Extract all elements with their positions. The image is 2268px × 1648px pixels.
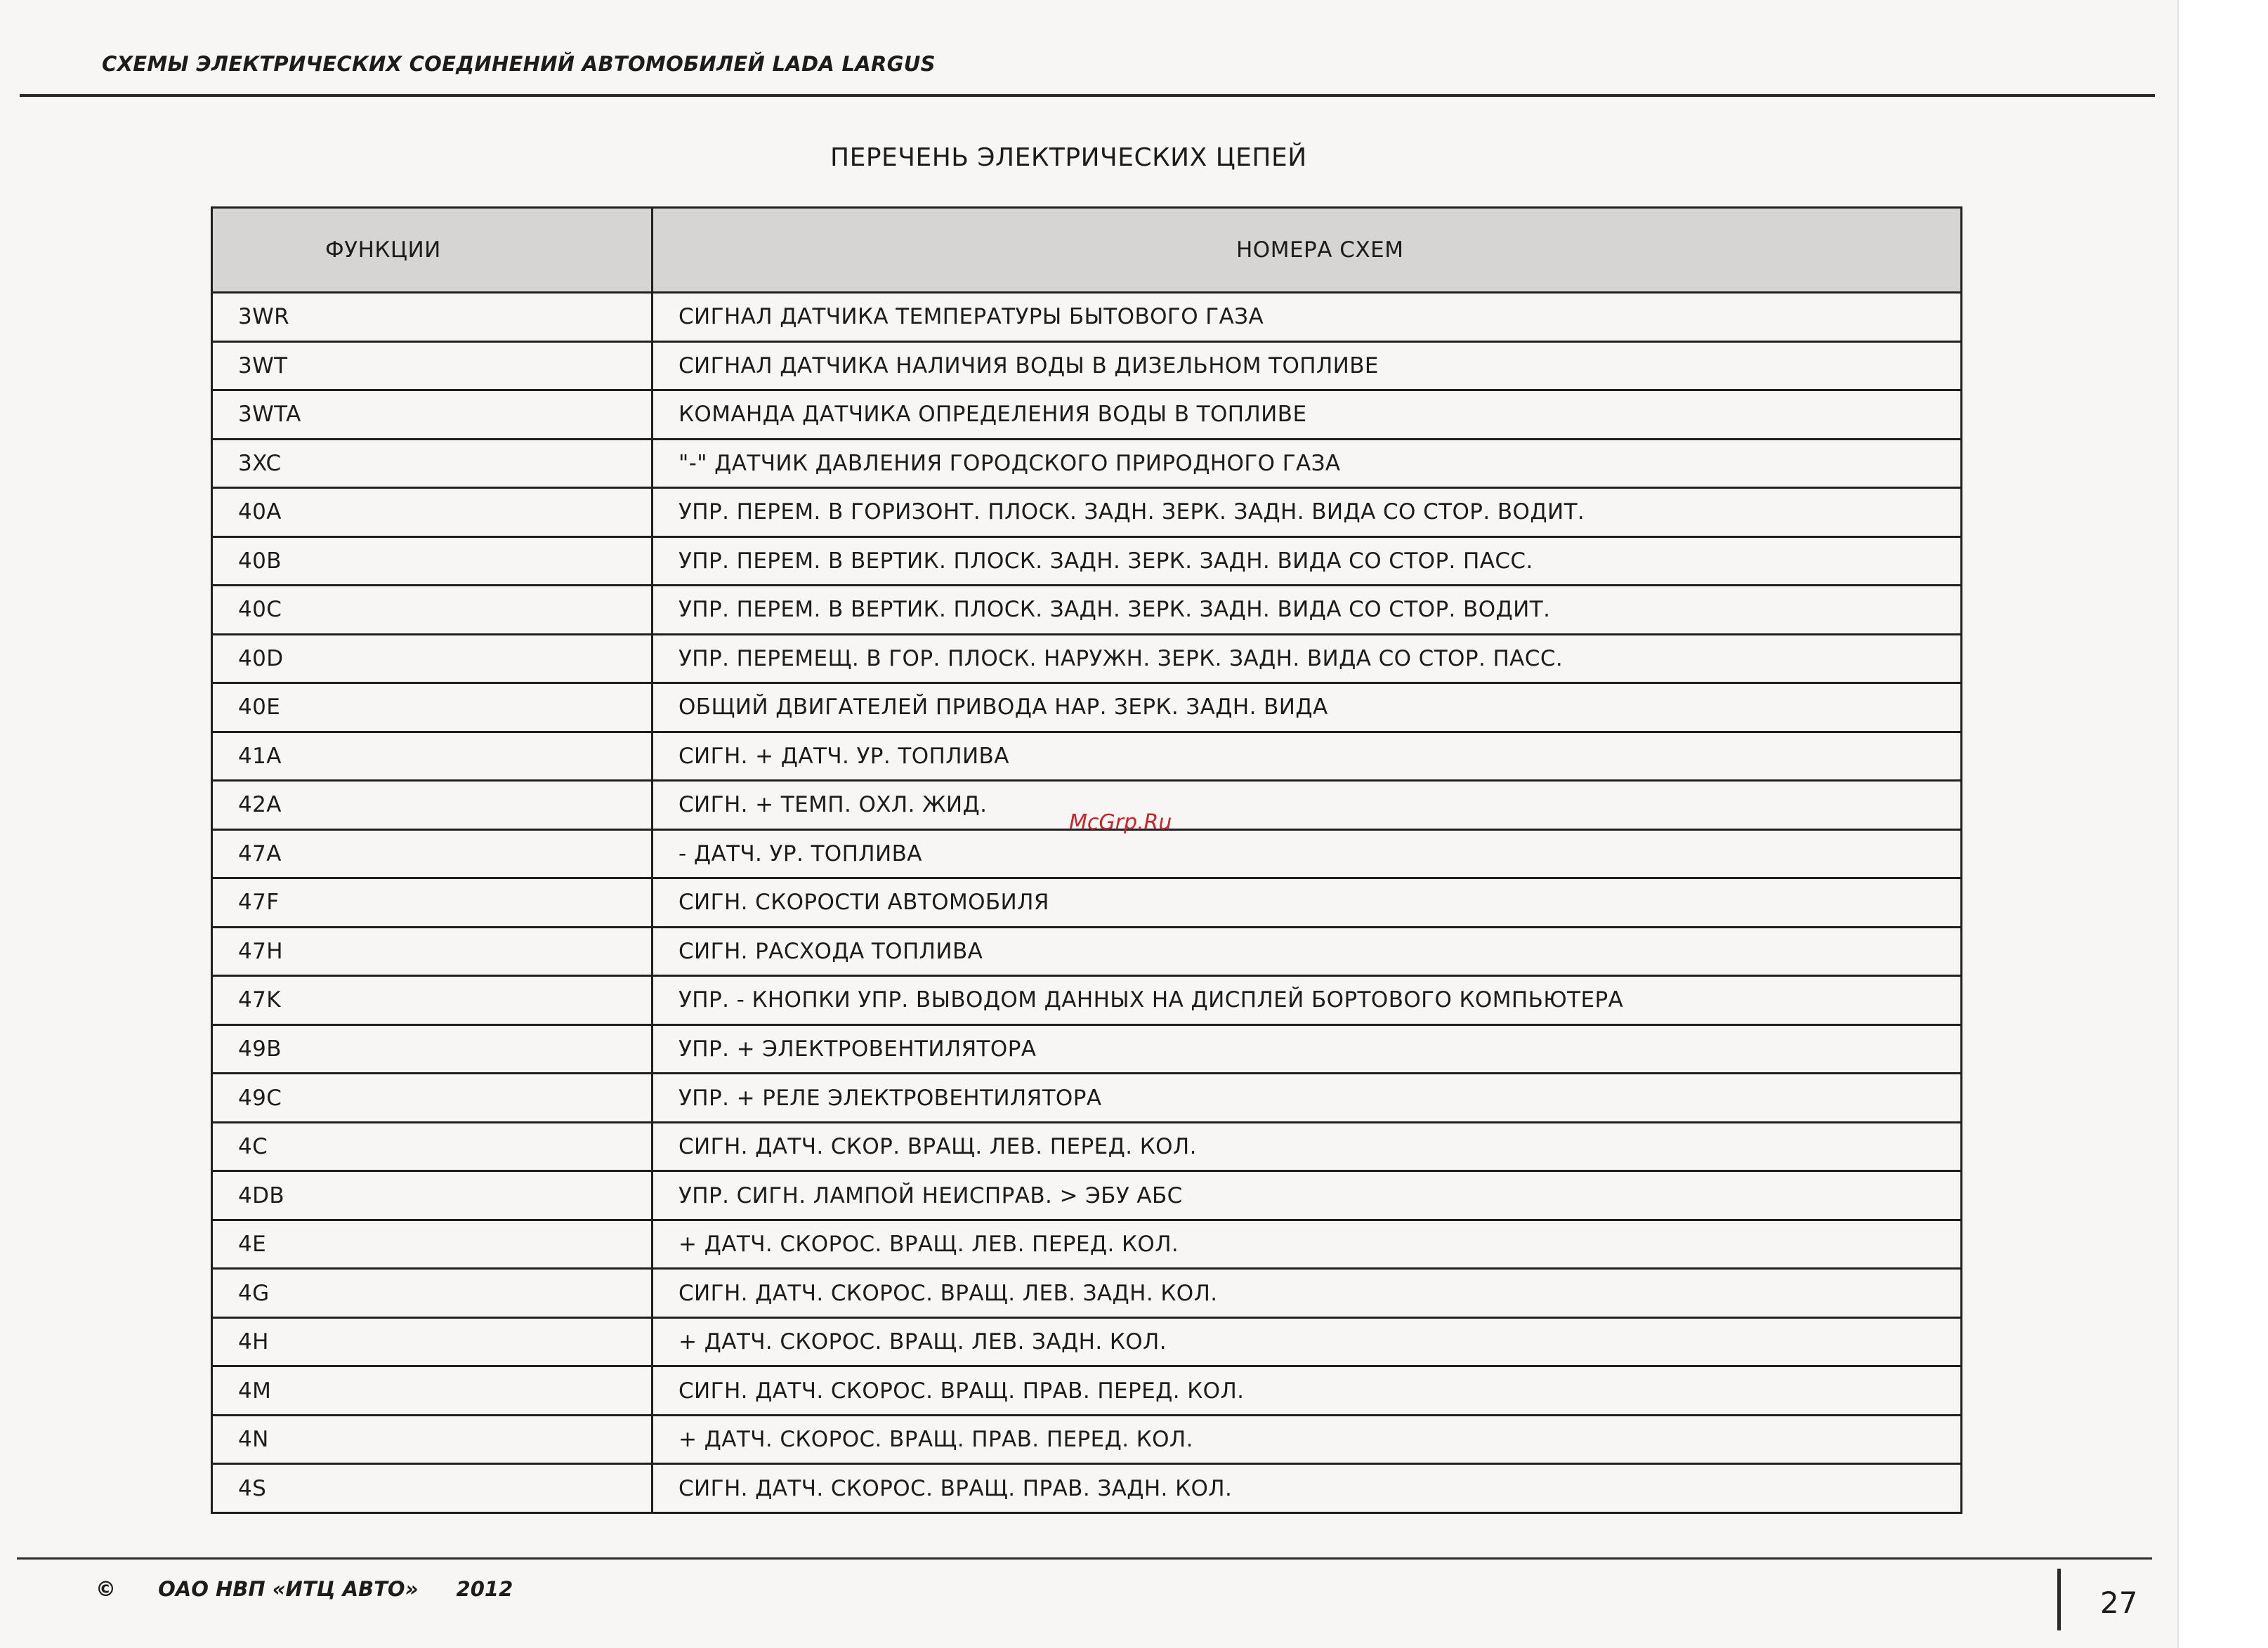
circuit-description: СИГН. ДАТЧ. СКОРОС. ВРАЩ. ПРАВ. ЗАДН. КОЛ. [653, 1464, 1962, 1513]
table-row [212, 586, 1962, 635]
circuit-description: + ДАТЧ. СКОРОС. ВРАЩ. ЛЕВ. ЗАДН. КОЛ. [653, 1317, 1962, 1366]
circuit-description: СИГН. + ДАТЧ. УР. ТОПЛИВА [653, 732, 1962, 781]
publication-year: 2012 [456, 1577, 513, 1601]
header-rule [20, 94, 2155, 97]
footer-publisher [96, 1577, 513, 1601]
circuit-code: 41A [212, 732, 653, 781]
circuit-code: 40A [212, 488, 653, 537]
circuit-description: СИГН. ДАТЧ. СКОРОС. ВРАЩ. ПРАВ. ПЕРЕД. КОЛ. [653, 1366, 1962, 1416]
circuit-code: 3WR [212, 293, 653, 342]
table-row [212, 683, 1962, 732]
running-header: СХЕМЫ ЭЛЕКТРИЧЕСКИХ СОЕДИНЕНИЙ АВТОМОБИЛЕЙ LADA LARGUS [102, 52, 936, 76]
column-header-schemes: НОМЕРА СХЕМ [653, 208, 1962, 293]
circuit-description: УПР. + ЭЛЕКТРОВЕНТИЛЯТОРА [653, 1024, 1962, 1074]
copyright-symbol: © [96, 1577, 116, 1601]
circuit-description: УПР. - КНОПКИ УПР. ВЫВОДОМ ДАННЫХ НА ДИСПЛЕЙ БОРТОВОГО КОМПЬЮТЕРА [653, 976, 1962, 1025]
circuit-code: 40C [212, 586, 653, 635]
circuit-code: 42A [212, 781, 653, 830]
table-row [212, 1171, 1962, 1220]
circuit-description: ОБЩИЙ ДВИГАТЕЛЕЙ ПРИВОДА НАР. ЗЕРК. ЗАДН. ВИДА [653, 683, 1962, 732]
circuit-description: СИГН. РАСХОДА ТОПЛИВА [653, 927, 1962, 976]
circuit-description: СИГН. ДАТЧ. СКОРОС. ВРАЩ. ЛЕВ. ЗАДН. КОЛ. [653, 1269, 1962, 1318]
table-header-row [212, 208, 1962, 293]
circuits-table [211, 206, 1962, 1514]
page-number-bar [2057, 1569, 2061, 1630]
circuit-code: 47H [212, 927, 653, 976]
circuit-description: УПР. ПЕРЕМ. В ГОРИЗОНТ. ПЛОСК. ЗАДН. ЗЕРК. ЗАДН. ВИДА СО СТОР. ВОДИТ. [653, 488, 1962, 537]
circuit-description: СИГНАЛ ДАТЧИКА НАЛИЧИЯ ВОДЫ В ДИЗЕЛЬНОМ ТОПЛИВЕ [653, 341, 1962, 390]
publisher-name: ОАО НВП «ИТЦ АВТО» [158, 1577, 419, 1601]
circuit-code: 3WT [212, 341, 653, 390]
scan-margin [2177, 0, 2268, 1648]
circuit-code: 49C [212, 1074, 653, 1123]
table-row [212, 1366, 1962, 1416]
circuit-code: 3WTA [212, 390, 653, 440]
circuit-code: 47A [212, 829, 653, 878]
circuit-description: КОМАНДА ДАТЧИКА ОПРЕДЕЛЕНИЯ ВОДЫ В ТОПЛИВЕ [653, 390, 1962, 440]
table-row [212, 829, 1962, 878]
circuit-description: УПР. ПЕРЕМ. В ВЕРТИК. ПЛОСК. ЗАДН. ЗЕРК. ЗАДН. ВИДА СО СТОР. ПАСС. [653, 536, 1962, 586]
watermark: McGrp.Ru [1069, 810, 1172, 835]
document-title: ПЕРЕЧЕНЬ ЭЛЕКТРИЧЕСКИХ ЦЕПЕЙ [830, 143, 1307, 172]
circuit-code: 47K [212, 976, 653, 1025]
table-row [212, 293, 1962, 342]
footer-rule [17, 1557, 2152, 1560]
circuit-description: УПР. ПЕРЕМЕЩ. В ГОР. ПЛОСК. НАРУЖН. ЗЕРК. ЗАДН. ВИДА СО СТОР. ПАСС. [653, 634, 1962, 683]
circuit-code: 3XC [212, 439, 653, 488]
table-row [212, 1024, 1962, 1074]
table-row [212, 439, 1962, 488]
table-body [212, 293, 1962, 1513]
circuit-description: СИГН. + ТЕМП. ОХЛ. ЖИД. [653, 781, 1962, 830]
table-row [212, 1415, 1962, 1464]
circuit-code: 4S [212, 1464, 653, 1513]
circuit-description: УПР. ПЕРЕМ. В ВЕРТИК. ПЛОСК. ЗАДН. ЗЕРК. ЗАДН. ВИДА СО СТОР. ВОДИТ. [653, 586, 1962, 635]
circuit-code: 4M [212, 1366, 653, 1416]
table-row [212, 976, 1962, 1025]
circuit-code: 4N [212, 1415, 653, 1464]
page-number: 27 [2100, 1586, 2138, 1620]
table-row [212, 732, 1962, 781]
table-row [212, 1464, 1962, 1513]
circuit-description: + ДАТЧ. СКОРОС. ВРАЩ. ЛЕВ. ПЕРЕД. КОЛ. [653, 1220, 1962, 1269]
table-row [212, 390, 1962, 440]
circuit-description: СИГНАЛ ДАТЧИКА ТЕМПЕРАТУРЫ БЫТОВОГО ГАЗА [653, 293, 1962, 342]
circuit-code: 40E [212, 683, 653, 732]
table-row [212, 634, 1962, 683]
circuit-code: 4G [212, 1269, 653, 1318]
circuit-description: СИГН. ДАТЧ. СКОР. ВРАЩ. ЛЕВ. ПЕРЕД. КОЛ. [653, 1122, 1962, 1171]
circuit-code: 40D [212, 634, 653, 683]
circuit-description: - ДАТЧ. УР. ТОПЛИВА [653, 829, 1962, 878]
circuit-code: 4C [212, 1122, 653, 1171]
table-row [212, 1122, 1962, 1171]
circuit-code: 40B [212, 536, 653, 586]
circuit-code: 47F [212, 878, 653, 928]
circuit-description: "-" ДАТЧИК ДАВЛЕНИЯ ГОРОДСКОГО ПРИРОДНОГО ГАЗА [653, 439, 1962, 488]
table-row [212, 1269, 1962, 1318]
circuit-description: УПР. СИГН. ЛАМПОЙ НЕИСПРАВ. > ЭБУ АБС [653, 1171, 1962, 1220]
circuit-code: 49B [212, 1024, 653, 1074]
column-header-functions: ФУНКЦИИ [212, 208, 653, 293]
circuit-code: 4H [212, 1317, 653, 1366]
table-row [212, 1220, 1962, 1269]
table-row [212, 1317, 1962, 1366]
table-row [212, 927, 1962, 976]
table-row [212, 341, 1962, 390]
circuit-code: 4DB [212, 1171, 653, 1220]
table-row [212, 488, 1962, 537]
table-row [212, 1074, 1962, 1123]
circuit-code: 4E [212, 1220, 653, 1269]
circuit-description: СИГН. СКОРОСТИ АВТОМОБИЛЯ [653, 878, 1962, 928]
circuit-description: УПР. + РЕЛЕ ЭЛЕКТРОВЕНТИЛЯТОРА [653, 1074, 1962, 1123]
table-row [212, 536, 1962, 586]
circuit-description: + ДАТЧ. СКОРОС. ВРАЩ. ПРАВ. ПЕРЕД. КОЛ. [653, 1415, 1962, 1464]
table-row [212, 878, 1962, 928]
